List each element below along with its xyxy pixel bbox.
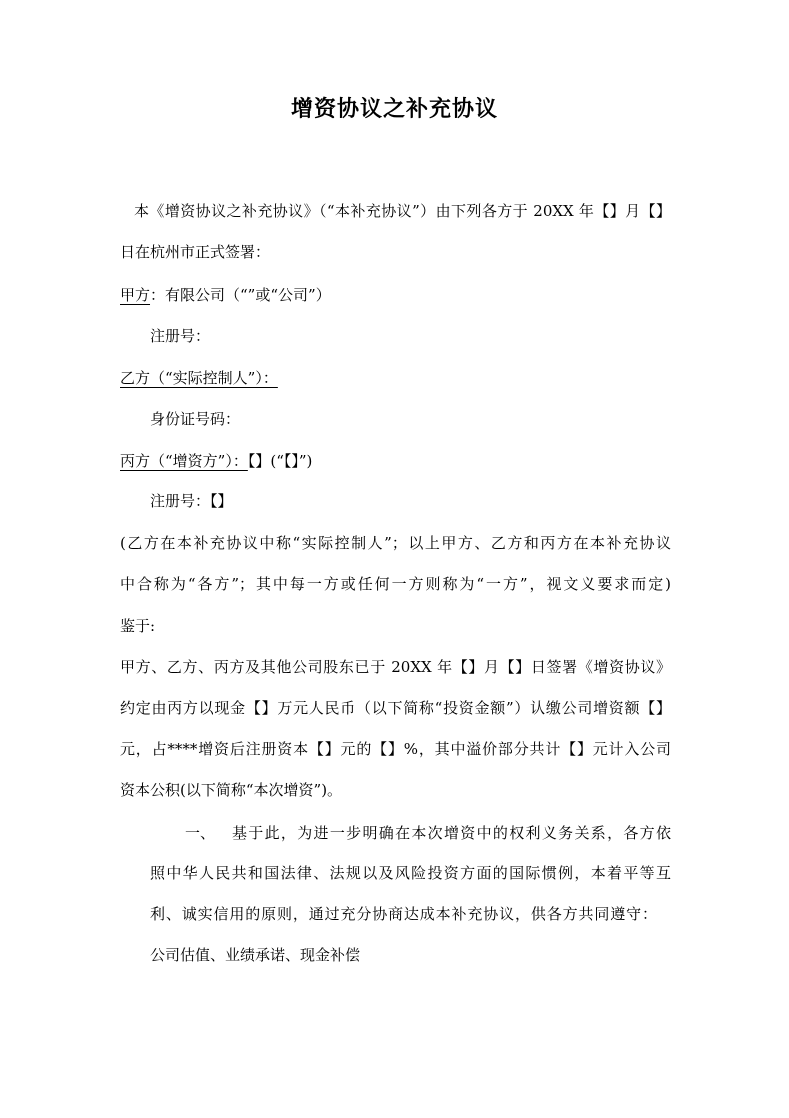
whereas-heading: 鉴于: [120,617,156,635]
parenthetical-line-1: (乙方在本补充协议中称“实际控制人”；以上甲方、乙方和丙方在本补充协议 [120,534,671,552]
intro-line-2: 日在杭州市正式签署： [120,243,271,261]
section-1-line-2: 照中华人民共和国法律、法规以及风险投资方面的国际惯例，本着平等互 [150,864,671,882]
whereas-line-4: 资本公积(以下简称“本次增资”)。 [120,781,343,799]
document-title: 增资协议之补充协议 [290,96,498,122]
party-a-label: 甲方 [120,286,151,304]
party-c-registration: 注册号：【】 [150,492,233,510]
whereas-line-1: 甲方、乙方、丙方及其他公司股东已于 20XX 年【】月【】日签署《增资协议》 [120,658,671,676]
party-b-label: 乙方（“实际控制人”）： [120,369,278,387]
party-b-id-number: 身份证号码： [150,410,241,428]
parenthetical-line-2: 中合称为“各方”；其中每一方或任何一方则称为“一方”，视文义要求而定) [120,575,671,593]
party-c-detail: 【】(“【】”) [247,452,313,470]
whereas-line-3: 元，占****增资后注册资本【】元的【】%，其中溢价部分共计【】元计入公司 [120,740,671,758]
section-1-heading: 公司估值、业绩承诺、现金补偿 [150,946,361,964]
party-a-detail: ：有限公司（“”或“公司”） [150,286,331,304]
party-a-line [120,284,331,306]
party-b-line [120,367,278,389]
party-c-line [120,450,312,472]
party-c-label: 丙方（“增资方”）： [120,452,248,470]
intro-line-1: 本《增资协议之补充协议》（“本补充协议”）由下列各方于 20XX 年【】月【】 [134,202,671,220]
party-a-registration: 注册号： [150,327,211,345]
section-1-number: 一、 [185,824,216,842]
section-1-line-3: 利、诚实信用的原则，通过充分协商达成本补充协议，供各方共同遵守： [150,905,657,923]
whereas-line-2: 约定由丙方以现金【】万元人民币（以下简称“投资金额”）认缴公司增资额【】 [120,699,671,717]
section-1-line-1: 基于此，为进一步明确在本次增资中的权利义务关系，各方依 [232,824,671,842]
